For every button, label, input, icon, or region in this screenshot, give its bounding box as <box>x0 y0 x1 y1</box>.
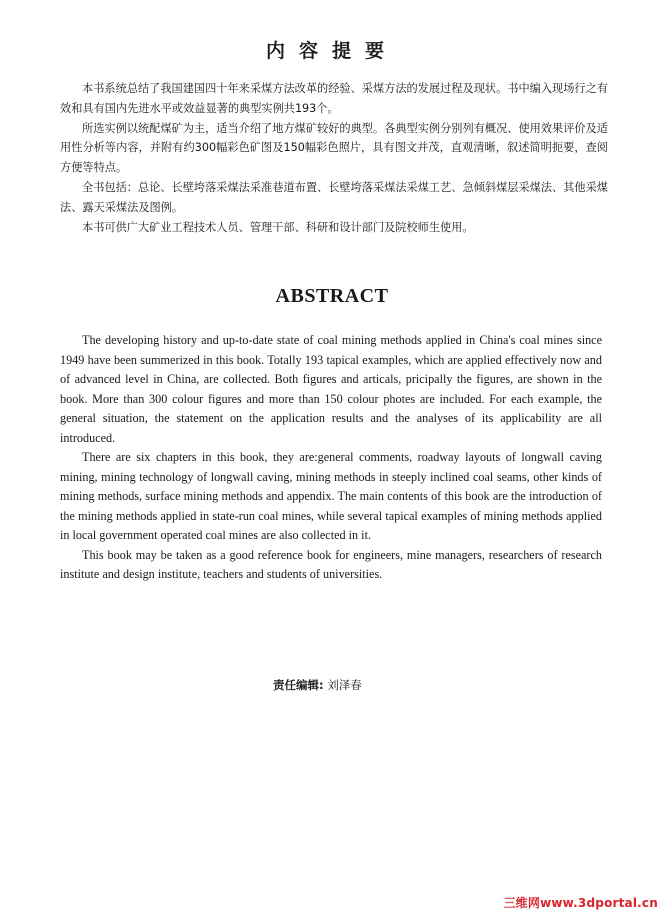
english-abstract <box>60 331 602 585</box>
chinese-title: 内容提要 <box>265 40 398 62</box>
english-paragraph-1: The developing history and up-to-date state of coal mining methods applied in China's coal mines since 1949 have been summerized in this book. Totally 193 tapical examples, which are applied effectively now and of advanced level in China, are collected. Both figures and articals, pricipally the figures, are shown in the book. More than 300 colour figures and more than 150 colour photes are included. For each example, the general situation, the statement on the application results and the analyses of its applicability are all introduced. <box>60 333 602 445</box>
chinese-paragraph-4: 本书可供广大矿业工程技术人员、管理干部、科研和设计部门及院校师生使用。 <box>82 220 474 234</box>
site-watermark: 三维网www.3dportal.cn <box>503 896 658 910</box>
chinese-paragraph-3: 全书包括：总论、长壁垮落采煤法采准巷道布置、长壁垮落采煤法采煤工艺、急倾斜煤层采煤法、其他采煤法、露天采煤法及图例。 <box>60 180 608 214</box>
chinese-paragraph-2: 所选实例以统配煤矿为主，适当介绍了地方煤矿较好的典型。各典型实例分别列有概况、使用效果评价及适用性分析等内容，并附有约300幅彩色矿图及150幅彩色照片，具有图文并茂，直观清晰，叙述简明扼要，查阅方便等特点。 <box>60 121 608 175</box>
editor-label: 责任编辑: <box>273 678 324 692</box>
english-paragraph-3: This book may be taken as a good reference book for engineers, mine managers, researchers of research institute and design institute, teachers and students of universities. <box>60 547 602 581</box>
responsible-editor <box>273 677 362 693</box>
chinese-summary <box>60 79 608 237</box>
abstract-heading: ABSTRACT <box>275 285 389 307</box>
editor-name: 刘泽春 <box>327 678 362 692</box>
chinese-paragraph-1: 本书系统总结了我国建国四十年来采煤方法改革的经验、采煤方法的发展过程及现状。书中编入现场行之有效和具有国内先进水平或效益显著的典型实例共193个。 <box>60 82 608 115</box>
english-paragraph-2: There are six chapters in this book, they are:general comments, roadway layouts of longwall caving mining, mining technology of longwall caving, mining methods in steeply inclined coal seams, other kinds of mining methods, surface mining methods and appendix. The main contents of this book are the introduction of the mining methods applied in state-run coal mines, while several tapical examples of mining methods applied in local government operated coal mines are also collected in it. <box>60 450 602 542</box>
